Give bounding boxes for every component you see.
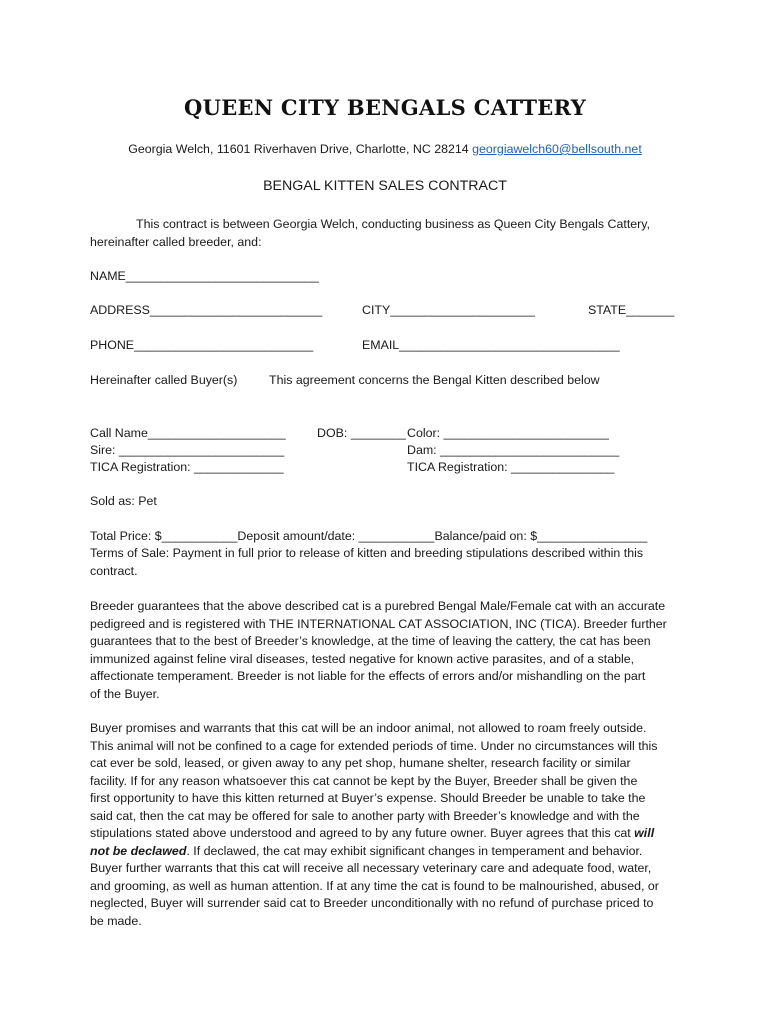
not-declawed-emphasis: not be declawed <box>90 843 187 858</box>
dam-field[interactable]: Dam: __________________________ <box>407 443 620 457</box>
guarantee-line: of the Buyer. <box>90 686 160 701</box>
sire-field[interactable]: Sire: ________________________ <box>90 443 285 457</box>
phone-field[interactable]: PHONE__________________________ <box>90 338 314 352</box>
email-field[interactable]: EMAIL________________________________ <box>362 338 620 352</box>
guarantee-line: Breeder guarantees that the above described cat is a purebred Bengal Male/Female cat with an accurate <box>90 599 666 613</box>
guarantee-line: immunized against feline viral diseases, tested negative for known active parasites, and of a stable, <box>90 651 635 666</box>
dob-field[interactable]: DOB: ________ <box>317 426 406 440</box>
guarantee-paragraph <box>90 598 690 703</box>
contact-text: Georgia Welch, 11601 Riverhaven Drive, Charlotte, NC 28214 <box>128 142 473 156</box>
sold-as: Sold as: Pet <box>90 494 157 508</box>
promise-text: stipulations stated above understood and agreed to by any future owner. Buyer agrees that this cat <box>90 826 635 840</box>
intro-line-2: hereinafter called breeder, and: <box>90 235 262 249</box>
contract-subtitle: BENGAL KITTEN SALES CONTRACT <box>263 178 507 194</box>
terms-line-1: Terms of Sale: Payment in full prior to release of kitten and breeding stipulations described within this <box>90 546 644 560</box>
promises-paragraph <box>90 720 690 930</box>
contact-line <box>0 142 770 156</box>
promise-text: . If declawed, the cat may exhibit significant changes in temperament and behavior. <box>186 843 643 858</box>
city-field[interactable]: CITY_____________________ <box>362 303 535 317</box>
price-line[interactable]: Total Price: $___________Deposit amount/date: ___________Balance/paid on: $________________ <box>90 529 648 543</box>
agreement-concerns: This agreement concerns the Bengal Kitten described below <box>269 373 600 387</box>
tica-registration-sire[interactable]: TICA Registration: _____________ <box>90 460 284 474</box>
promise-line: and grooming, as well as human attention. If at any time the cat is found to be malnourished, abused, or <box>90 878 659 893</box>
promise-line: Buyer further warrants that this cat will receive all necessary veterinary care and adequate food, water, <box>90 861 652 875</box>
promise-line: facility. If for any reason whatsoever this cat cannot be kept by the Buyer, Breeder shall be given the <box>90 773 638 788</box>
promise-line <box>90 843 690 861</box>
promise-line: neglected, Buyer will surrender said cat to Breeder unconditionally with no refund of purchase priced to <box>90 896 654 910</box>
promise-line <box>90 825 690 843</box>
promise-line: first opportunity to have this kitten returned at Buyer’s expense. Should Breeder be unable to take the <box>90 791 646 805</box>
name-field[interactable]: NAME____________________________ <box>90 269 319 283</box>
will-emphasis: will <box>634 826 655 840</box>
promise-line: This animal will not be confined to a cage for extended periods of time. Under no circumstances will this <box>90 738 658 753</box>
promise-line: Buyer promises and warrants that this cat will be an indoor animal, not allowed to roam freely outside. <box>90 721 647 735</box>
terms-line-2: contract. <box>90 564 138 578</box>
cattery-title: QUEEN CITY BENGALS CATTERY <box>184 95 586 120</box>
guarantee-line: affectionate temperament. Breeder is not liable for the effects of errors and/or mishandling on the part <box>90 669 646 683</box>
buyer-label: Hereinafter called Buyer(s) <box>90 373 238 387</box>
intro-line-1: This contract is between Georgia Welch, conducting business as Queen City Bengals Cattery, <box>136 217 651 231</box>
address-field[interactable]: ADDRESS_________________________ <box>90 303 323 317</box>
promise-line: be made. <box>90 913 142 928</box>
email-link[interactable]: georgiawelch60@bellsouth.net <box>472 142 642 156</box>
promise-line: said cat, then the cat may be offered for sale to another party with Breeder’s knowledge and with the <box>90 808 640 823</box>
promise-line: cat ever be sold, leased, or given away to any pet shop, humane shelter, research facility or similar <box>90 756 631 770</box>
tica-registration-dam[interactable]: TICA Registration: _______________ <box>407 460 615 474</box>
guarantee-line: pedigreed and is registered with THE INTERNATIONAL CAT ASSOCIATION, INC (TICA). Breeder further <box>90 616 667 631</box>
guarantee-line: guarantees that to the best of Breeder’s knowledge, at the time of leaving the cattery, the cat has been <box>90 634 651 648</box>
state-field[interactable]: STATE_______ <box>588 303 675 317</box>
color-field[interactable]: Color: ________________________ <box>407 426 609 440</box>
call-name-field[interactable]: Call Name____________________ <box>90 426 286 440</box>
